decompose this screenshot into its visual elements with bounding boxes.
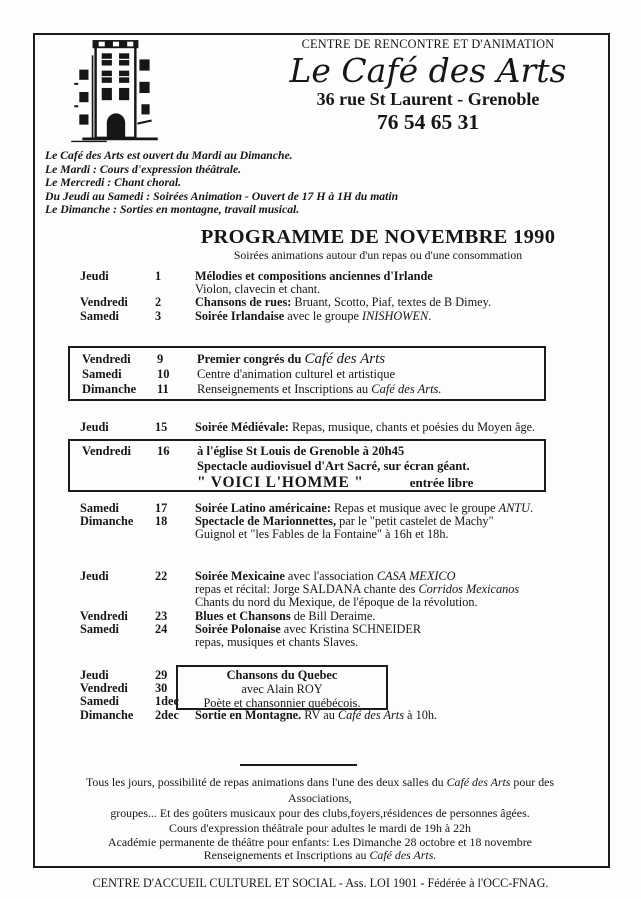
day-label: Samedi [80,501,119,515]
event-detail: Centre d'animation culturel et artistique [197,367,396,381]
day-label: Dimanche [80,707,134,722]
footer-line: Académie permanente de théâtre pour enfants: Les Dimanche 28 octobre et 18 novembre [108,834,532,849]
event-detail: Chants du nord du Mexique, de l'époque de la révolution. [195,595,478,610]
schedule-block-nov17-18 [80,502,590,542]
program-subtitle: Soirées animations autour d'un repas ou d'une consommation [233,248,523,262]
date-label: 2 [155,295,162,310]
date-label: 1 [155,269,162,283]
day-label: Jeudi [80,668,109,682]
event-detail: . [530,501,534,515]
spacer [155,528,195,541]
event-detail: Renseignements et Inscriptions au [197,382,372,396]
event-detail: par le "petit castelet de Machy" [336,514,494,529]
event-title: Soirée Mexicaine [195,569,285,583]
event-title: Chansons de rues: [195,295,292,310]
day-label: Jeudi [80,269,109,283]
event-headline-line [197,475,544,490]
schedule-row-continuation [80,528,590,541]
day-label: Jeudi [80,420,109,434]
event-description [197,444,544,490]
event-description [197,382,544,397]
date-label: 10 [157,367,170,381]
event-title: Sortie en Montagne. [195,707,302,722]
event-detail: Violon, clavecin et chant. [195,282,321,297]
venue-name-inline: Café des Arts. [369,848,437,862]
venue-name-inline: Café des Arts [304,351,386,367]
date-label: 22 [155,569,168,583]
day-label: Samedi [80,621,119,636]
event-detail: . [428,308,432,323]
venue-name-inline: Café des Arts [446,775,511,789]
show-title: Chansons du Quebec [226,668,338,682]
note-line [62,775,578,806]
day-label: Vendredi [82,352,131,366]
day-label: Samedi [80,694,119,709]
schedule-block-nov15 [80,421,590,434]
schedule-row [80,310,580,323]
event-detail: à l'église St Louis de Grenoble à 20h45 [197,444,405,458]
show-name: Corridos Mexicanos [418,582,520,597]
schedule-row [82,367,544,382]
venue-address: 36 rue St Laurent - Grenoble [316,89,540,109]
spacer [80,596,155,609]
footer-info-lines [62,822,578,863]
venue-name: Le Café des Arts [289,51,567,90]
date-label: 1dec [155,694,179,709]
daily-note-paragraph [62,775,578,822]
event-description [197,352,544,367]
event-detail: Guignol et "les Fables de la Fontaine" à 16h et 18h. [195,527,449,542]
congress-box [68,346,546,401]
free-entry-note: entrée libre [409,474,474,490]
schedule-row [80,421,590,434]
date-label: 24 [155,621,168,636]
header-text-block [252,37,604,134]
spacer [155,583,195,596]
footer-line [62,849,578,863]
intro-line: Le Dimanche : Sorties en montagne, travail musical. [45,203,300,217]
day-label: Jeudi [80,569,109,583]
event-detail: avec Kristina SCHNEIDER [280,621,422,636]
event-title: Soirée Médiévale: [195,420,289,434]
association-name: CASA MEXICO [376,569,456,583]
note-text: pour des Associations, [288,775,555,805]
date-label: 23 [155,608,168,623]
event-detail: Repas et musique avec le groupe [330,501,499,515]
day-label: Dimanche [82,382,137,396]
day-label: Samedi [82,367,122,381]
event-title: Premier congrés du [197,352,305,366]
day-label: Dimanche [80,514,134,529]
note-text: Tous les jours, possibilité de repas animations dans l'une des deux salles du [85,775,447,789]
venue-name-inline: Café des Arts. [371,382,442,396]
event-detail: avec le groupe [284,308,362,323]
date-label: 30 [155,681,168,696]
event-detail: avec l'association [284,569,377,583]
show-title: " VOICI L'HOMME " [197,473,364,491]
event-title: Blues et Chansons [195,608,291,623]
schedule-row-continuation [80,636,590,649]
event-detail: à 10h. [403,707,438,722]
venue-phone: 76 54 65 31 [376,110,480,134]
schedule-row [82,444,544,490]
spacer [155,283,195,296]
date-label: 15 [155,420,168,434]
event-description [195,310,580,323]
schedule-row [80,709,590,722]
footer-line: Cours d'expression théâtrale pour adultes le mardi de 19h à 22h [169,821,471,835]
event-detail: Spectacle audiovisuel d'Art Sacré, sur écran géant. [197,459,470,474]
intro-line: Du Jeudi au Samedi : Soirées Animation - Ouvert de 17 H à 1H du matin [45,189,399,203]
event-detail: repas, musiques et chants Slaves. [195,635,359,650]
event-detail: Repas, musique, chants et poésies du Moyen âge. [288,420,536,434]
date-label: 16 [157,444,170,458]
spacer [155,636,195,649]
program-heading [192,226,564,262]
artist-line: avec Alain ROY [241,681,323,696]
schedule-row [80,270,580,283]
date-label: 18 [155,514,168,529]
spacer [80,583,155,596]
venue-name-inline: Café des Arts [337,707,404,722]
day-label: Samedi [80,308,119,323]
date-label: 11 [157,382,169,396]
intro-line: Le Café des Arts est ouvert du Mardi au Dimanche. [45,149,293,162]
date-label: 2dec [155,707,179,722]
day-label: Vendredi [80,681,128,696]
organization-line: CENTRE DE RENCONTRE ET D'ANIMATION [301,37,555,51]
group-name: INISHOWEN [362,308,429,323]
spacer [80,636,155,649]
group-name: ANTU [498,501,531,515]
event-title: Soirée Polonaise [195,621,281,636]
schedule-row [82,382,544,397]
event-title: Spectacle de Marionnettes, [195,514,337,529]
footer-divider [240,764,357,766]
intro-line: Le Mercredi : Chant choral. [45,176,182,190]
schedule-block-nov22-24 [80,570,590,649]
event-description [195,709,590,722]
event-description [195,421,590,434]
building-illustration [66,37,168,145]
intro-line: Le Mardi : Cours d'expression théâtrale. [45,162,242,176]
event-title: Mélodies et compositions anciennes d'Irlande [195,269,433,283]
footer-text: Renseignements et Inscriptions au [203,848,370,862]
day-label: Vendredi [80,608,128,623]
day-label: Vendredi [80,295,128,310]
artist-description: Poète et chansonnier québécois. [203,695,361,710]
event-title: Soirée Latino américaine: [195,501,331,515]
event-title: Soirée Irlandaise [195,308,285,323]
date-label: 17 [155,501,168,515]
date-label: 3 [155,308,162,323]
voici-lhomme-box [68,439,546,492]
opening-hours-intro [45,149,565,217]
legal-footer-line: CENTRE D'ACCUEIL CULTUREL ET SOCIAL - Ass. LOI 1901 - Fédérée à l'OCC-FNAG. [92,876,549,890]
event-detail: repas et récital: Jorge SALDANA chante des [195,582,419,597]
schedule-block-nov1-3 [80,270,580,323]
date-label: 9 [157,352,164,366]
schedule-row [82,352,544,367]
date-label: 29 [155,668,168,682]
event-detail: de Bill Deraime. [290,608,376,623]
spacer [80,528,155,541]
event-detail: RV au [301,707,338,722]
note-line: groupes... Et des goûters musicaux pour des clubs,foyers,résidences de personnes âgées. [110,806,530,820]
spacer [155,596,195,609]
program-title: PROGRAMME DE NOVEMBRE 1990 [200,226,556,248]
event-detail: Bruant, Scotto, Piaf, textes de B Dimey. [291,295,492,310]
quebec-show-box [176,665,388,710]
day-label: Vendredi [82,444,131,458]
